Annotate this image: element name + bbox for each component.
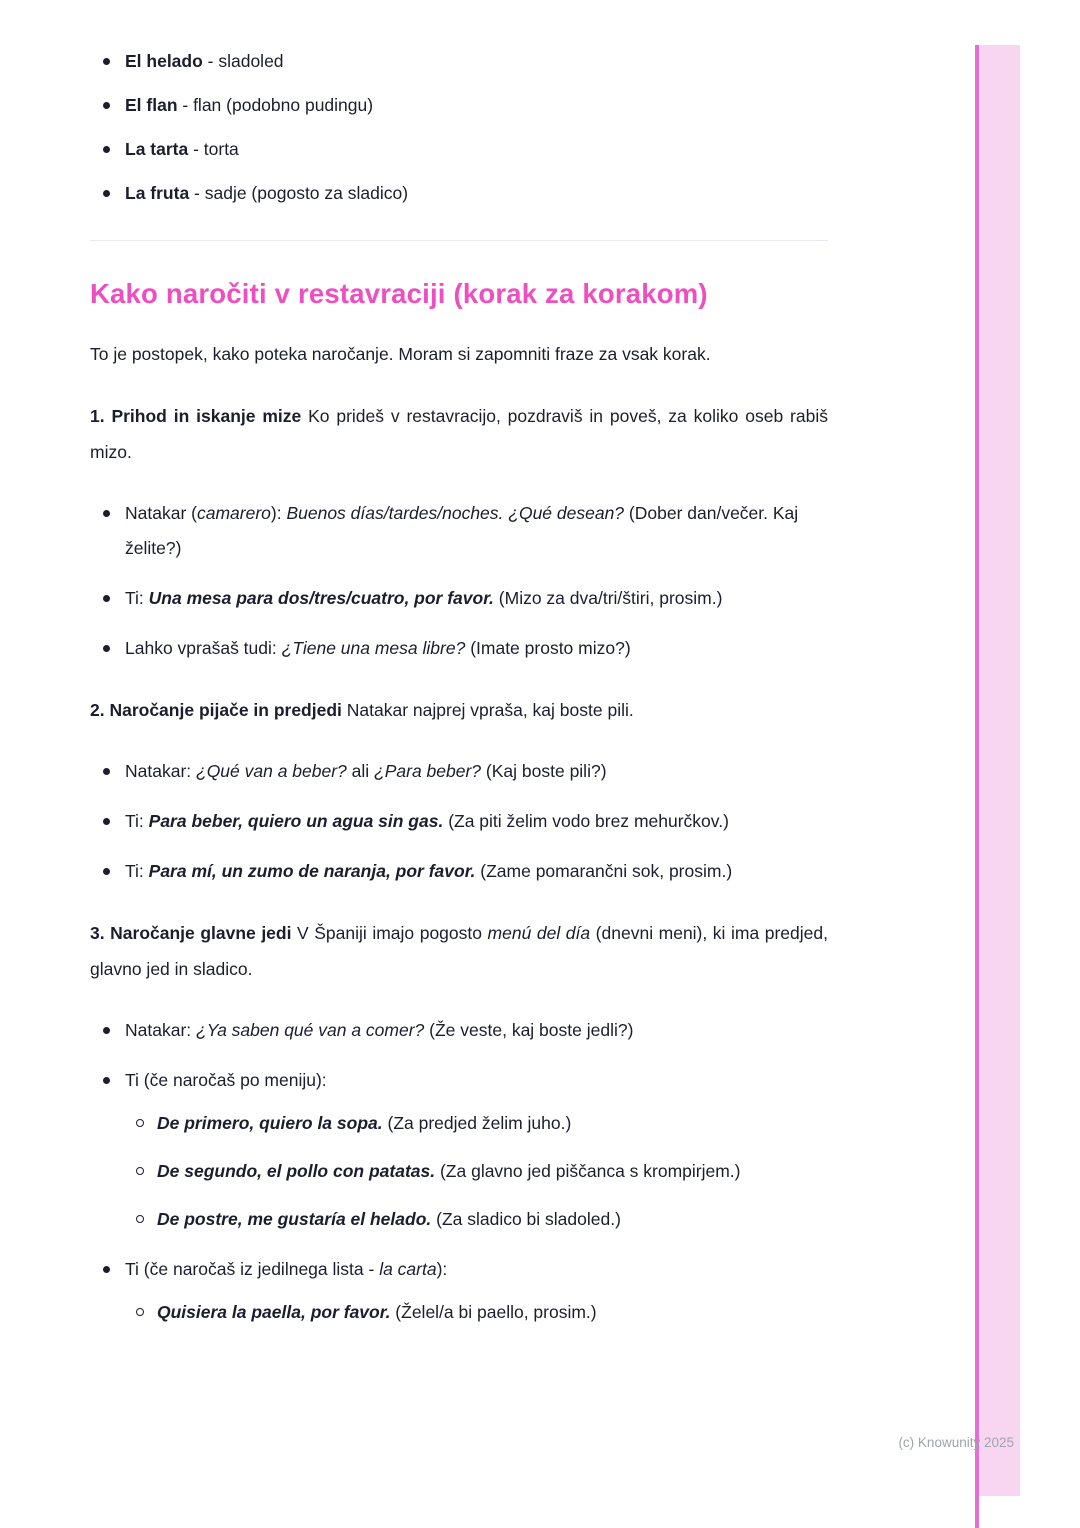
list-item: Ti: Para mí, un zumo de naranja, por favor. (Zame pomarančni sok, prosim.) (125, 854, 828, 889)
list-item: Lahko vprašaš tudi: ¿Tiene una mesa libre? (Imate prosto mizo?) (125, 631, 828, 666)
list-item: El helado - sladoled (125, 48, 828, 75)
list-item-text: Ti (če naročaš iz jedilnega lista - la carta): (125, 1259, 448, 1279)
list-item: Natakar: ¿Qué van a beber? ali ¿Para beber? (Kaj boste pili?) (125, 754, 828, 789)
list-item (125, 1252, 828, 1330)
section-divider (90, 240, 828, 241)
list-item: La fruta - sadje (pogosto za sladico) (125, 180, 828, 207)
list-item: La tarta - torta (125, 136, 828, 163)
sub-list-item: De postre, me gustaría el helado. (Za sladico bi sladoled.) (157, 1202, 828, 1237)
section-title: Kako naročiti v restavraciji (korak za korakom) (90, 278, 708, 309)
carta-sub-list (125, 1295, 828, 1330)
sub-list-item: De segundo, el pollo con patatas. (Za glavno jed piščanca s krompirjem.) (157, 1154, 828, 1189)
sub-list-item: De primero, quiero la sopa. (Za predjed želim juho.) (157, 1106, 828, 1141)
sub-list-item: Quisiera la paella, por favor. (Želel/a bi paello, prosim.) (157, 1295, 828, 1330)
copyright-notice: (c) Knowunity 2025 (898, 1435, 1014, 1450)
list-item: Natakar: ¿Ya saben qué van a comer? (Že veste, kaj boste jedli?) (125, 1013, 828, 1048)
list-item: El flan - flan (podobno pudingu) (125, 92, 828, 119)
page-edge-line (975, 45, 979, 1528)
dessert-list (90, 48, 828, 207)
document-content (90, 48, 828, 1345)
list-item: Ti: Para beber, quiero un agua sin gas. (Za piti želim vodo brez mehurčkov.) (125, 804, 828, 839)
step1-heading: 1. Prihod in iskanje mize Ko prideš v restavracijo, pozdraviš in poveš, za koliko oseb rabiš mizo. (90, 406, 828, 462)
page-edge-decoration (977, 45, 1020, 1496)
list-item: Natakar (camarero): Buenos días/tardes/noches. ¿Qué desean? (Dober dan/večer. Kaj želite?) (125, 496, 828, 566)
step2-bullets (90, 754, 828, 889)
list-item (125, 1063, 828, 1237)
step2-heading: 2. Naročanje pijače in predjedi Natakar najprej vpraša, kaj boste pili. (90, 700, 634, 720)
step3-bullets (90, 1013, 828, 1330)
step1-bullets (90, 496, 828, 666)
step3-heading: 3. Naročanje glavne jedi V Španiji imajo pogosto menú del día (dnevni meni), ki ima predjed, glavno jed in sladico. (90, 923, 828, 979)
list-item-text: Ti (če naročaš po meniju): (125, 1070, 327, 1090)
list-item: Ti: Una mesa para dos/tres/cuatro, por favor. (Mizo za dva/tri/štiri, prosim.) (125, 581, 828, 616)
menu-sub-list (125, 1106, 828, 1237)
section-intro: To je postopek, kako poteka naročanje. Moram si zapomniti fraze za vsak korak. (90, 344, 711, 364)
